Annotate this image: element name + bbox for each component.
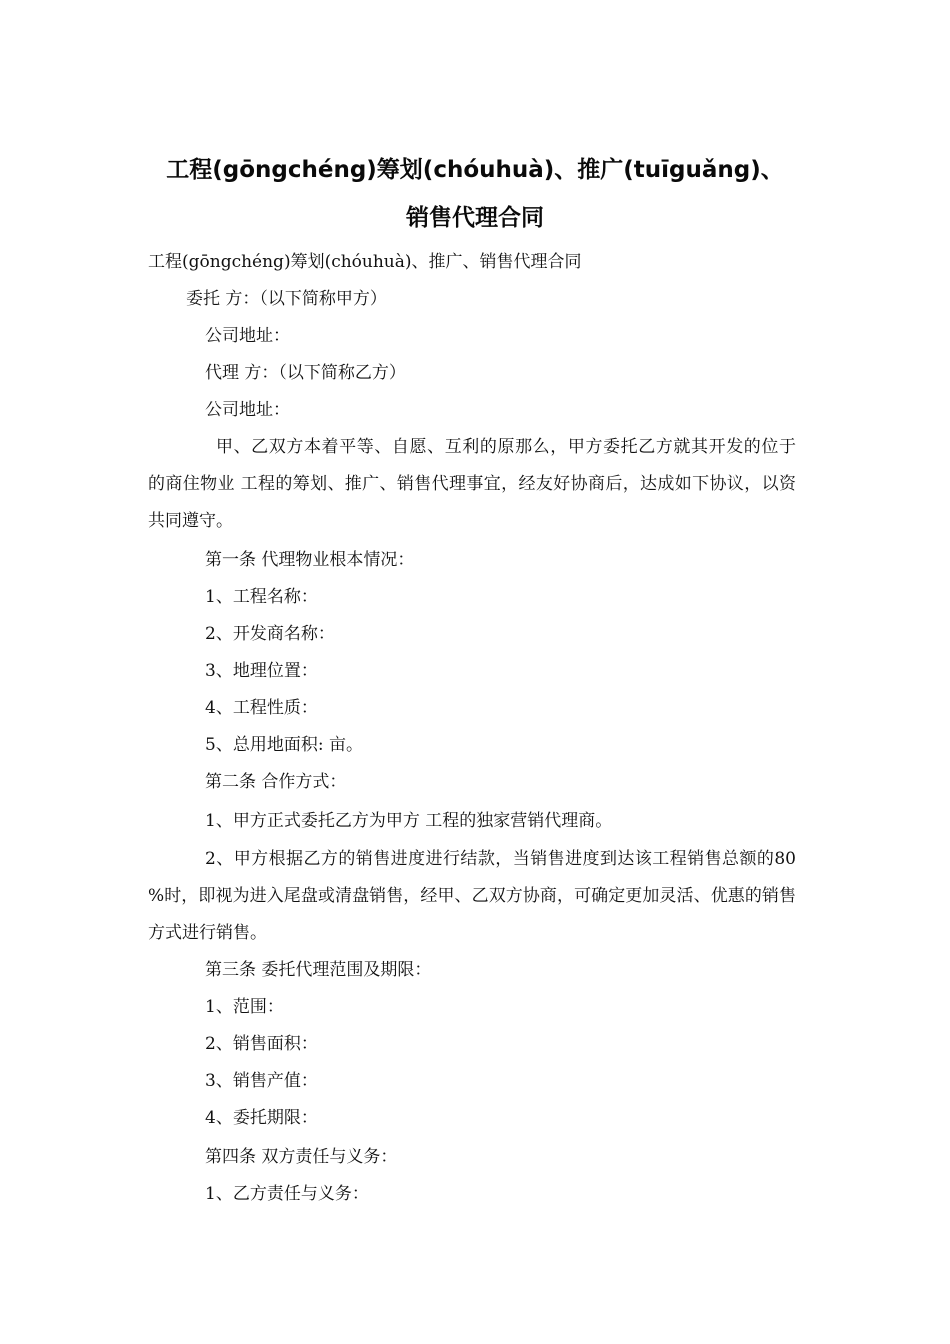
agent-party: 代理 方：（以下简称乙方） xyxy=(205,363,406,383)
article-1-item: 4、工程性质： xyxy=(205,698,318,718)
article-1-item: 5、总用地面积: 亩。 xyxy=(205,735,363,755)
article-1-item: 2、开发商名称： xyxy=(205,624,335,644)
article-1-heading: 第一条 代理物业根本情况： xyxy=(205,550,415,570)
client-address: 公司地址： xyxy=(205,326,290,346)
article-4-heading: 第四条 双方责任与义务： xyxy=(205,1147,398,1167)
agent-address: 公司地址： xyxy=(205,400,290,420)
article-3-heading: 第三条 委托代理范围及期限： xyxy=(205,960,432,980)
article-3-item: 4、委托期限： xyxy=(205,1108,318,1128)
preamble-paragraph: 甲、乙双方本着平等、自愿、互利的原那么，甲方委托乙方就其开发的位于 的商住物业 工程的筹划、推广、销售代理事宜，经友好协商后，达成如下协议，以资共同遵守。 xyxy=(148,437,796,531)
article-2-heading: 第二条 合作方式： xyxy=(205,772,347,792)
client-party: 委托 方：（以下简称甲方） xyxy=(186,289,387,309)
article-1-item: 1、工程名称： xyxy=(205,587,318,607)
article-2-item: 1、甲方正式委托乙方为甲方 工程的独家营销代理商。 xyxy=(205,811,613,831)
document-title-line-1: 工程(gōngchéng)筹划(chóuhuà)、推广(tuīguǎng)、 xyxy=(166,157,784,183)
article-4-item: 1、乙方责任与义务： xyxy=(205,1184,369,1204)
document-title-line-2: 销售代理合同 xyxy=(406,205,544,231)
article-3-item: 3、销售产值： xyxy=(205,1071,318,1091)
article-2-item: 2、甲方根据乙方的销售进度进行结款，当销售进度到达该工程销售总额的80 %时，即视为进入尾盘或清盘销售，经甲、乙双方协商，可确定更加灵活、优惠的销售方式进行销售。 xyxy=(148,849,796,943)
article-3-item: 2、销售面积： xyxy=(205,1034,318,1054)
document-subtitle: 工程(gōngchéng)筹划(chóuhuà)、推广、销售代理合同 xyxy=(148,252,582,272)
article-1-item: 3、地理位置： xyxy=(205,661,318,681)
article-3-item: 1、范围： xyxy=(205,997,284,1017)
